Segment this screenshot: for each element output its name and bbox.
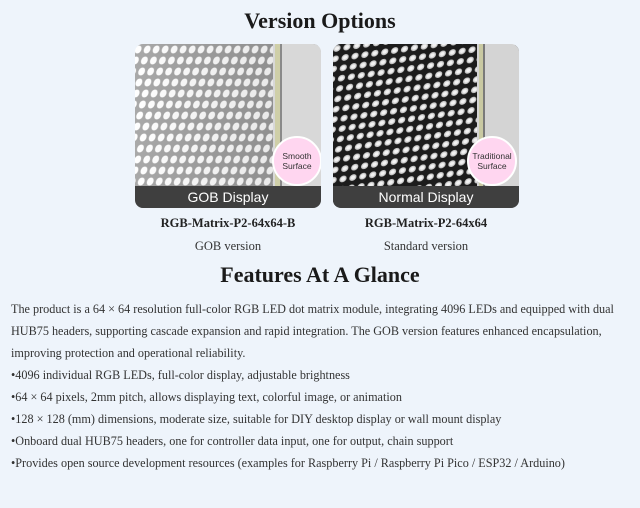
badge-line1: Smooth — [282, 151, 312, 161]
normal-display-caption: Normal Display — [333, 186, 519, 208]
features-intro: The product is a 64 × 64 resolution full-color RGB LED dot matrix module, integrating 4096 LEDs and equipped with dual HUB75 headers, supporting cascade expansion and rapid integration. The GOB version features enhanced encapsulation, improving protection and operational reliability. — [11, 302, 614, 360]
features-heading: Features At A Glance — [220, 262, 420, 287]
traditional-surface-badge — [467, 136, 517, 186]
version-card-normal — [333, 44, 519, 254]
smooth-surface-badge — [272, 136, 321, 186]
badge-line1: Traditional — [472, 151, 512, 161]
normal-model-name: RGB-Matrix-P2-64x64 — [364, 216, 488, 230]
feature-item: •Provides open source development resources (examples for Raspberry Pi / Raspberry Pi Pico / ESP32 / Arduino) — [11, 456, 565, 470]
gob-model-name: RGB-Matrix-P2-64x64-B — [160, 216, 296, 230]
feature-item: •64 × 64 pixels, 2mm pitch, allows displaying text, colorful image, or animation — [11, 390, 402, 404]
features-section — [11, 298, 631, 474]
gob-display-caption: GOB Display — [135, 186, 321, 208]
badge-line2: Surface — [477, 161, 507, 171]
feature-item: •Onboard dual HUB75 headers, one for controller data input, one for output, chain support — [11, 434, 454, 448]
gob-display-image — [135, 44, 321, 208]
feature-item: •4096 individual RGB LEDs, full-color display, adjustable brightness — [11, 368, 350, 382]
version-card-gob — [135, 44, 321, 254]
standard-version-label: Standard version — [383, 239, 469, 253]
version-options-heading: Version Options — [244, 8, 396, 33]
badge-line2: Surface — [282, 161, 312, 171]
normal-display-image — [333, 44, 519, 208]
feature-item: •128 × 128 (mm) dimensions, moderate size, suitable for DIY desktop display or wall mount display — [11, 412, 502, 426]
gob-version-label: GOB version — [194, 239, 262, 253]
